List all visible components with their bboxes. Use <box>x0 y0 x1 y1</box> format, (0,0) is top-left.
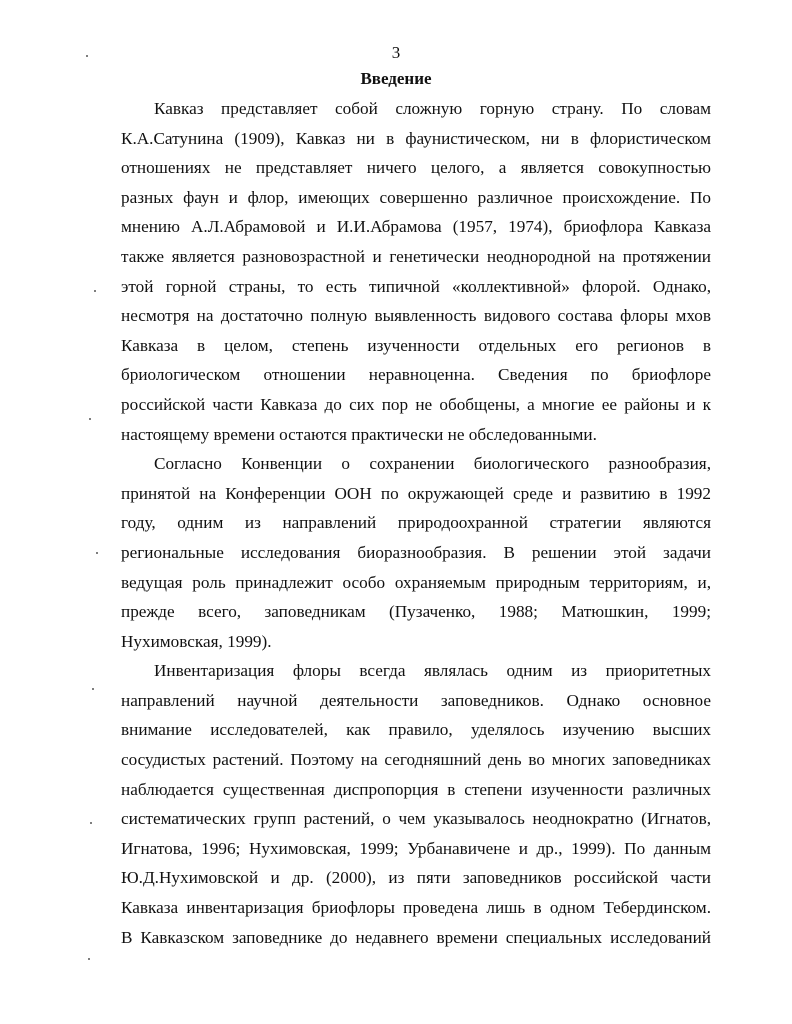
text-line: российской части Кавказа до сих пор не обобщены, а многие ее районы и к <box>121 394 711 414</box>
paragraph-2 <box>121 449 711 656</box>
text-line: году, одним из направлений природоохранной стратегии являются <box>121 513 711 533</box>
scan-speck <box>89 418 91 420</box>
scan-speck <box>96 552 98 554</box>
text-line: принятой на Конференции ООН по окружающей среде и развитию в 1992 <box>121 483 711 503</box>
body-text <box>121 94 711 952</box>
text-line: Кавказа инвентаризация бриофлоры проведена лишь в одном Тебердинском. <box>121 898 711 918</box>
text-line: этой горной страны, то есть типичной «коллективной» флорой. Однако, <box>121 276 711 296</box>
text-line: несмотря на достаточно полную выявленность видового состава флоры мхов <box>121 306 711 326</box>
text-line: Ю.Д.Нухимовской и др. (2000), из пяти заповедников российской части <box>121 868 711 888</box>
text-line: сосудистых растений. Поэтому на сегодняшний день во многих заповедниках <box>121 750 711 770</box>
page-number: 3 <box>391 43 401 62</box>
scan-speck <box>94 290 96 292</box>
paragraph-3 <box>121 656 711 952</box>
section-title: Введение <box>360 69 432 88</box>
text-line: направлений научной деятельности заповедников. Однако основное <box>121 690 711 710</box>
scan-speck <box>92 688 94 690</box>
text-line: ведущая роль принадлежит особо охраняемым природным территориям, и, <box>121 572 711 592</box>
paragraph-1 <box>121 94 711 449</box>
text-line: В Кавказском заповеднике до недавнего времени специальных исследований <box>121 927 711 947</box>
text-line: также является разновозрастной и генетически неоднородной на протяжении <box>121 246 711 266</box>
scan-speck <box>86 55 88 57</box>
text-line: Кавказа в целом, степень изученности отдельных его регионов в <box>121 335 711 355</box>
text-line: Согласно Конвенции о сохранении биологического разнообразия, <box>154 454 711 474</box>
text-line: бриологическом отношении неравноценна. Сведения по бриофлоре <box>121 365 711 385</box>
text-line: наблюдается существенная диспропорция в степени изученности различных <box>121 779 711 799</box>
text-line: настоящему времени остаются практически не обследованными. <box>121 424 597 444</box>
text-line: прежде всего, заповедникам (Пузаченко, 1988; Матюшкин, 1999; <box>121 602 711 622</box>
text-line: отношениях не представляет ничего целого, а является совокупностью <box>121 158 711 178</box>
text-line: Нухимовская, 1999). <box>121 631 272 651</box>
text-line: региональные исследования биоразнообразия. В решении этой задачи <box>121 542 711 562</box>
text-line: Игнатова, 1996; Нухимовская, 1999; Урбанавичене и др., 1999). По данным <box>121 838 711 858</box>
scan-speck <box>88 958 90 960</box>
text-line: мнению А.Л.Абрамовой и И.И.Абрамова (1957, 1974), бриофлора Кавказа <box>121 217 711 237</box>
scan-speck <box>90 822 92 824</box>
text-line: внимание исследователей, как правило, уделялось изучению высших <box>121 720 711 740</box>
text-line: разных фаун и флор, имеющих совершенно различное происхождение. По <box>121 187 711 207</box>
text-line: систематических групп растений, о чем указывалось неоднократно (Игнатов, <box>121 809 711 829</box>
text-line: Кавказ представляет собой сложную горную страну. По словам <box>154 99 711 118</box>
text-line: К.А.Сатунина (1909), Кавказ ни в фаунистическом, ни в флористическом <box>121 128 711 148</box>
text-line: Инвентаризация флоры всегда являлась одним из приоритетных <box>154 661 711 681</box>
